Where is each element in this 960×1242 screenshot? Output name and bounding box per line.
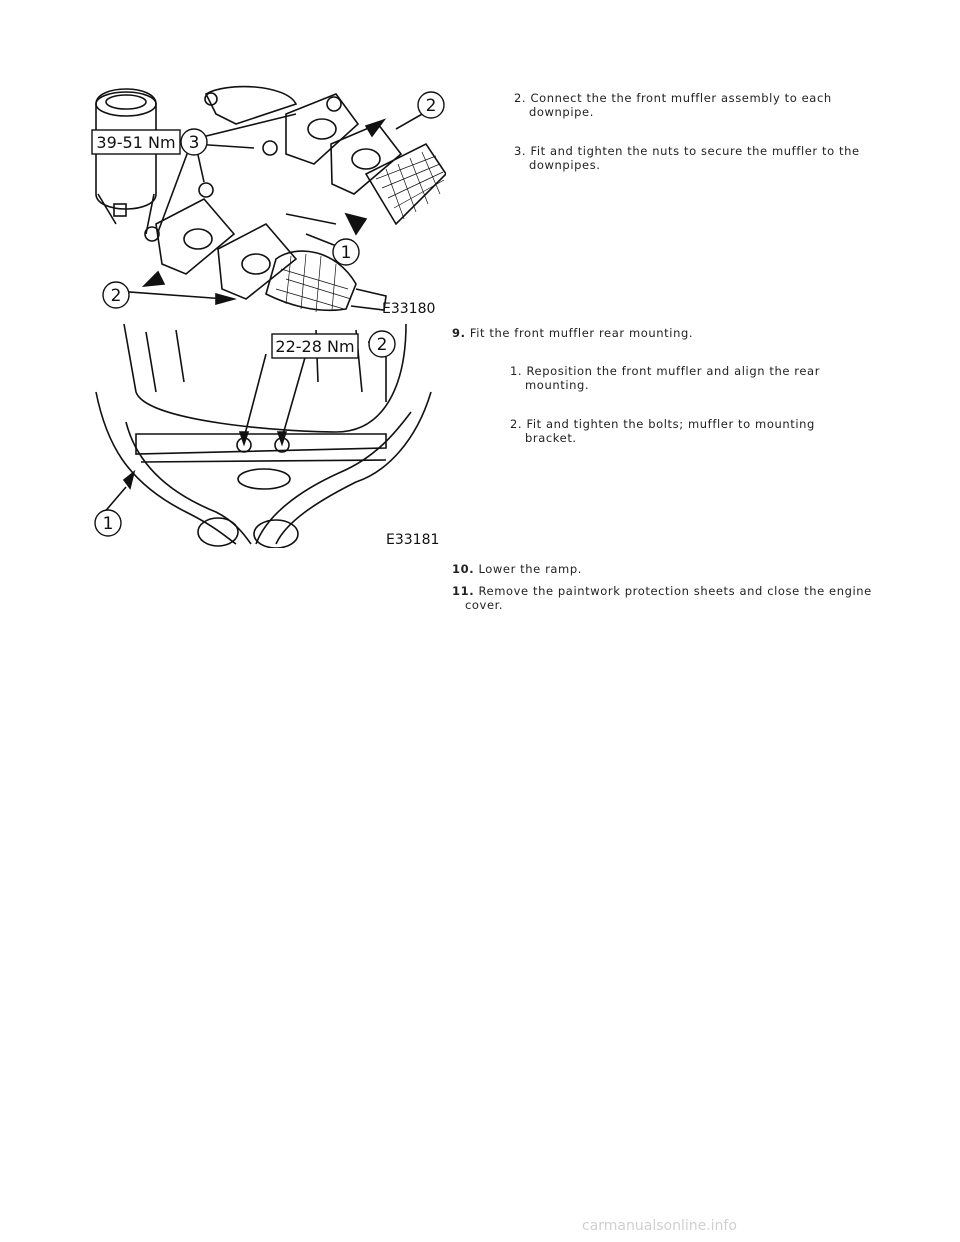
sub-step-text-line1: Fit and tighten the nuts to secure the muffler to the (530, 144, 860, 158)
step-number: 10. (452, 562, 475, 576)
callout-2: 2 (425, 96, 437, 116)
torque-value-2: 22-28 Nm (275, 337, 355, 356)
watermark: carmanualsonline.info (582, 1218, 737, 1234)
sub-step-1-reposition (510, 364, 890, 392)
muffler-downpipe-flanges-illustration (86, 84, 446, 320)
step-text-line2: cover. (465, 598, 504, 612)
step-9 (452, 326, 892, 340)
step-10 (452, 562, 892, 576)
figure-id: E33180 (382, 301, 436, 317)
sub-step-text-line1: Connect the the front muffler assembly to each (530, 91, 832, 105)
callout-1: 1 (102, 514, 114, 534)
callout-1: 1 (340, 243, 352, 263)
sub-step-number: 2. (514, 91, 527, 105)
sub-step-2-fit-bolts (510, 417, 890, 445)
sub-step-3-fit-nuts (514, 144, 894, 172)
sub-step-text-line2: mounting. (525, 378, 590, 392)
sub-step-text-line2: bracket. (525, 431, 577, 445)
figure-id: E33181 (386, 532, 440, 548)
sub-step-text-line2: downpipes. (529, 158, 601, 172)
sub-step-text-line1: Reposition the front muffler and align the rear (526, 364, 821, 378)
figure-e33180 (86, 84, 446, 320)
step-text-line1: Remove the paintwork protection sheets and close the engine (478, 584, 872, 598)
muffler-rear-mounting-illustration (86, 322, 446, 548)
sub-step-number: 1. (510, 364, 523, 378)
sub-step-text-line1: Fit and tighten the bolts; muffler to mounting (526, 417, 815, 431)
sub-step-text-line2: downpipe. (529, 105, 594, 119)
step-number: 11. (452, 584, 475, 598)
step-11 (452, 584, 892, 612)
callout-2b: 2 (110, 286, 122, 306)
sub-step-number: 2. (510, 417, 523, 431)
callout-3: 3 (188, 133, 200, 153)
sub-step-2-connect (514, 91, 894, 119)
callout-2: 2 (376, 335, 388, 355)
figure-e33181 (86, 322, 446, 548)
torque-value-1: 39-51 Nm (96, 133, 176, 152)
sub-step-number: 3. (514, 144, 527, 158)
step-number: 9. (452, 326, 466, 340)
step-text: Lower the ramp. (478, 562, 583, 576)
step-text: Fit the front muffler rear mounting. (469, 326, 694, 340)
